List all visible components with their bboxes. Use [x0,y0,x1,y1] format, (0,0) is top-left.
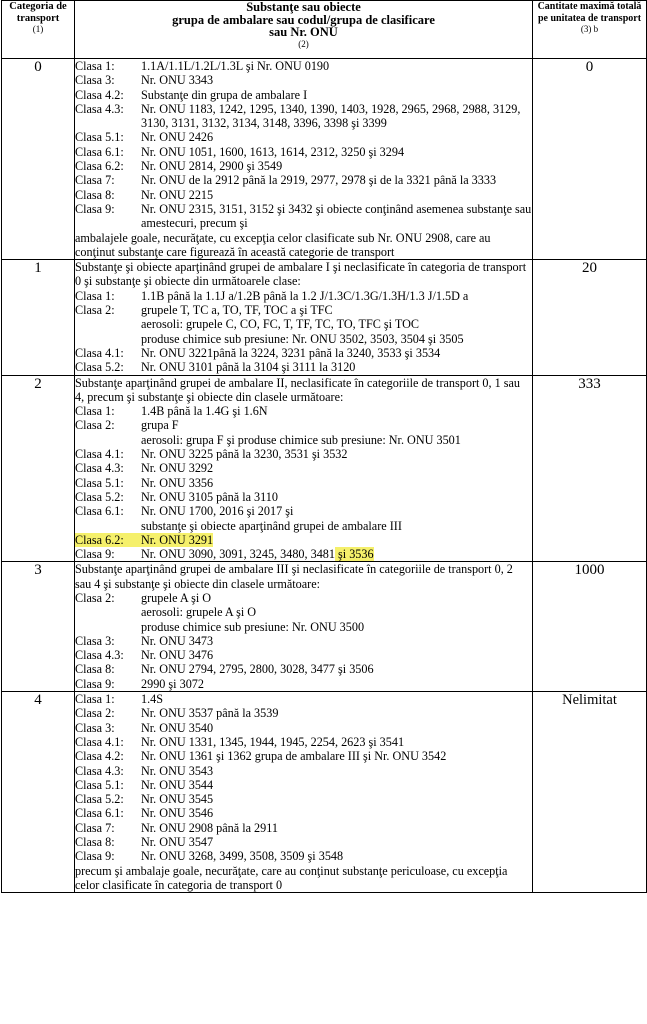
header-quantity [533,1,647,59]
class-substances: Nr. ONU 1331, 1345, 1944, 1945, 2254, 2623 şi 3541 [141,734,405,749]
class-entry [75,662,532,676]
row-intro-text: Substanţe aparţinând grupei de ambalare II, neclasificate în categoriile de transport 0, 1 sau 4, precum şi substanţe şi obiecte din clasele următoare: [75,375,521,404]
class-label: Clasa 5.2: [75,360,124,375]
max-quantity-cell: 0 [533,59,647,260]
class-substances: produse chimice sub presiune: Nr. ONU 3502, 3503, 3504 şi 3505 [141,331,464,346]
class-substances: Nr. ONU 3221până la 3224, 3231 până la 3240, 3533 şi 3534 [141,345,441,360]
transport-category-cell: 2 [2,375,75,562]
class-entry [75,73,532,87]
class-entry [75,490,532,504]
class-label: Clasa 9: [75,676,115,691]
class-substances: Nr. ONU 2908 până la 2911 [141,820,278,835]
class-entry [75,634,532,648]
class-label: Clasa 8: [75,187,115,202]
class-entry [75,130,532,144]
class-substances: Substanţe din grupa de ambalare I [141,87,308,102]
class-substances: Nr. ONU 1361 şi 1362 grupa de ambalare III şi Nr. ONU 3542 [141,749,447,764]
class-entry [75,749,532,763]
class-label [75,433,141,447]
class-substances: Nr. ONU 1700, 2016 şi 2017 şi [141,504,294,519]
highlighted-text: şi 3536 [334,547,374,562]
class-substances: produse chimice sub presiune: Nr. ONU 3500 [141,619,365,634]
max-quantity-cell: 333 [533,375,647,562]
transport-category-cell: 3 [2,562,75,692]
class-entry [75,202,532,231]
max-quantity-cell: Nelimitat [533,692,647,893]
class-substances: Nr. ONU 2426 [141,130,214,145]
class-entry [75,346,532,360]
class-label: Clasa 4.3: [75,101,124,116]
class-entry [75,806,532,820]
class-entry [75,648,532,662]
class-label: Clasa 2: [75,590,115,605]
class-entry [75,317,532,331]
class-label: Clasa 1: [75,404,115,419]
header-category-label: Categoria de transport [9,1,67,24]
class-label: Clasa 7: [75,173,115,188]
class-substances: Nr. ONU 3544 [141,777,214,792]
class-entry [75,591,532,605]
class-entry [75,360,532,374]
class-substances: 1.1B până la 1.1J a/1.2B până la 1.2 J/1.3C/1.3G/1.3H/1.3 J/1.5D a [141,288,469,303]
class-label: Clasa 6.1: [75,504,124,519]
class-label: Clasa 4.1: [75,345,124,360]
class-entry [75,504,532,518]
header-substances-num: (2) [298,38,309,49]
class-entry [75,303,532,317]
class-entry [75,706,532,720]
table-row [2,692,647,893]
class-label: Clasa 4.2: [75,749,124,764]
class-label: Clasa 5.1: [75,777,124,792]
transport-category-cell: 0 [2,59,75,260]
class-substances: 2990 şi 3072 [141,676,204,691]
class-entry [75,159,532,173]
class-substances: Nr. ONU 3546 [141,806,214,821]
table-body [2,59,647,893]
class-label: Clasa 4.3: [75,648,124,663]
class-label: Clasa 1: [75,59,115,73]
row-intro-text: Substanţe şi obiecte aparţinând grupei de ambalare I şi neclasificate în categoria de transport 0 şi substanţe şi obiecte din următoarele clase: [75,260,527,289]
transport-category-cell: 4 [2,692,75,893]
class-substances: Nr. ONU 3291 [141,532,214,547]
class-label: Clasa 6.2: [75,533,141,547]
class-label: Clasa 6.1: [75,806,124,821]
class-entry [75,547,532,561]
class-entry [75,835,532,849]
class-substances: Nr. ONU 3356 [141,475,214,490]
header-substances-line1: Substanţe sau obiecte [246,0,361,14]
table-row [2,59,647,260]
max-quantity-cell: 20 [533,260,647,375]
table-row [2,375,647,562]
class-entry [75,821,532,835]
class-substances: Nr. ONU 3543 [141,763,214,778]
class-label: Clasa 3: [75,720,115,735]
class-label: Clasa 9: [75,201,115,216]
substances-cell [75,562,533,692]
class-entry [75,102,532,131]
class-label: Clasa 4.1: [75,447,124,462]
substances-cell [75,375,533,562]
class-label: Clasa 1: [75,288,115,303]
class-label [75,332,141,346]
class-label [75,620,141,634]
class-label: Clasa 5.2: [75,792,124,807]
substances-cell [75,260,533,375]
class-substances: Nr. ONU 2315, 3151, 3152 şi 3432 şi obiecte conţinând asemenea substanţe sau amestecuri, precum şi [141,201,532,231]
class-substances: Nr. ONU 3343 [141,73,214,88]
class-entry [75,418,532,432]
class-label: Clasa 8: [75,835,115,850]
class-entry [75,605,532,619]
class-substances: Nr. ONU 2814, 2900 şi 3549 [141,159,283,174]
header-quantity-num: (3) b [580,24,599,34]
class-entry [75,735,532,749]
header-row [2,1,647,59]
class-substances: Nr. ONU 3268, 3499, 3508, 3509 şi 3548 [141,849,344,864]
class-entry [75,476,532,490]
class-label: Clasa 4.3: [75,763,124,778]
class-entry [75,173,532,187]
class-entry [75,88,532,102]
class-label: Clasa 2: [75,706,115,721]
class-label: Clasa 3: [75,73,115,88]
max-quantity-cell: 1000 [533,562,647,692]
class-substances: grupele A şi O [141,590,212,605]
class-substances: Nr. ONU 3473 [141,633,214,648]
class-substances: Nr. ONU 3101 până la 3104 şi 3111 la 3120 [141,360,356,375]
transport-category-cell: 1 [2,260,75,375]
class-substances: 1.4S [141,692,164,707]
header-substances [75,1,533,59]
class-substances: Nr. ONU 1051, 1600, 1613, 1614, 2312, 3250 şi 3294 [141,144,405,159]
table-row [2,562,647,692]
class-substances: 1.4B până la 1.4G şi 1.6N [141,404,268,419]
class-entry [75,519,532,533]
class-entry [75,433,532,447]
class-substances: Nr. ONU 3540 [141,720,214,735]
class-entry [75,332,532,346]
substances-cell [75,59,533,260]
class-entry [75,59,532,73]
class-substances: Nr. ONU 1183, 1242, 1295, 1340, 1390, 1403, 1928, 2965, 2968, 2988, 3129, 3130, 3131, 3132, 3134, 3148, 3396, 3398 şi 3399 [141,101,521,131]
class-entry [75,764,532,778]
class-label: Clasa 6.1: [75,144,124,159]
class-label: Clasa 5.2: [75,489,124,504]
class-substances: grupele T, TC a, TO, TF, TOC a şi TFC [141,303,333,318]
class-label: Clasa 4.3: [75,461,124,476]
class-entry [75,778,532,792]
class-substances: 1.1A/1.1L/1.2L/1.3L şi Nr. ONU 0190 [141,59,330,73]
class-label [75,519,141,533]
class-entry [75,849,532,863]
class-label: Clasa 1: [75,692,115,707]
class-entry [75,533,532,547]
class-entry [75,447,532,461]
class-substances: Nr. ONU 3225 până la 3230, 3531 şi 3532 [141,447,348,462]
row-intro-text: Substanţe aparţinând grupei de ambalare III şi neclasificate în categoriile de transport 0, 2 sau 4 şi substanţe şi obiecte din clasele următoare: [75,562,513,591]
class-label: Clasa 2: [75,418,115,433]
class-substances: aerosoli: grupa F şi produse chimice sub presiune: Nr. ONU 3501 [141,432,461,447]
header-substances-line3: sau Nr. ONU [269,25,338,39]
class-entry [75,721,532,735]
class-entry [75,404,532,418]
class-entry [75,145,532,159]
class-entry [75,289,532,303]
class-substances: Nr. ONU 3547 [141,835,214,850]
class-substances: substanţe şi obiecte aparţinând grupei de ambalare III [141,518,402,533]
header-category [2,1,75,59]
class-substances: grupa F [141,418,179,433]
header-quantity-label: Cantitate maximă totală pe unitatea de transport [537,1,642,24]
class-entry [75,188,532,202]
class-label [75,605,141,619]
class-label: Clasa 6.2: [75,159,124,174]
class-label: Clasa 7: [75,820,115,835]
class-substances: Nr. ONU de la 2912 până la 2919, 2977, 2978 şi de la 3321 până la 3333 [141,173,497,188]
class-substances: Nr. ONU 3105 până la 3110 [141,489,278,504]
class-entry [75,792,532,806]
class-substances: aerosoli: grupele C, CO, FC, T, TF, TC, TO, TFC şi TOC [141,317,420,332]
class-substances: Nr. ONU 2215 [141,187,214,202]
class-label: Clasa 5.1: [75,475,124,490]
class-label: Clasa 2: [75,303,115,318]
class-label: Clasa 8: [75,662,115,677]
class-entry [75,620,532,634]
class-label [75,317,141,331]
class-substances: aerosoli: grupele A şi O [141,605,257,620]
class-label: Clasa 9: [75,547,115,562]
class-label: Clasa 4.1: [75,734,124,749]
header-category-num: (1) [32,24,44,34]
class-substances: Nr. ONU 3090, 3091, 3245, 3480, 3481 [141,547,335,562]
class-substances: Nr. ONU 3537 până la 3539 [141,706,279,721]
table-row [2,260,647,375]
class-substances: Nr. ONU 2794, 2795, 2800, 3028, 3477 şi 3506 [141,662,374,677]
header-substances-line2: grupa de ambalare sau codul/grupa de clasificare [172,12,435,27]
class-label: Clasa 5.1: [75,130,124,145]
class-entry [75,461,532,475]
class-label: Clasa 3: [75,633,115,648]
row-footer-text: precum şi ambalaje goale, necurăţate, care au conţinut substanţe periculoase, cu excepţia celor clasificate în categoria de transport 0 [75,863,508,892]
class-entry [75,692,532,706]
row-footer-text: ambalajele goale, necurăţate, cu excepţia celor clasificate sub Nr. ONU 2908, care au conţinut substanţe care figurează în această categorie de transport [75,230,491,259]
class-substances: Nr. ONU 3292 [141,461,214,476]
substances-cell [75,692,533,893]
transport-category-table [1,0,647,893]
class-entry [75,677,532,691]
class-label: Clasa 9: [75,849,115,864]
class-substances: Nr. ONU 3545 [141,792,214,807]
class-substances: Nr. ONU 3476 [141,648,214,663]
class-label: Clasa 4.2: [75,87,124,102]
